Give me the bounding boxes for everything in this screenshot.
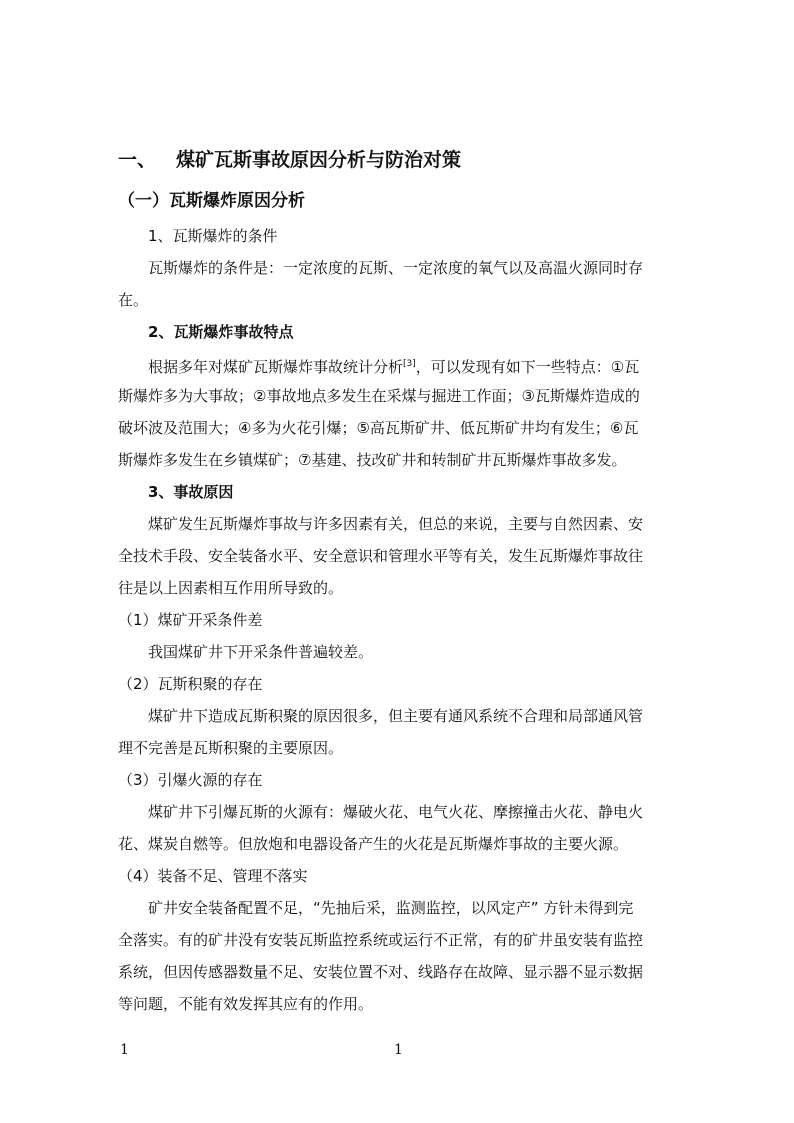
item-title-characteristics: 2、瓦斯爆炸事故特点: [148, 323, 294, 341]
cause-title-equipment-management: （4）装备不足、管理不落实: [118, 867, 308, 885]
paragraph-line: 花、煤炭自燃等。但放炮和电器设备产生的火花是瓦斯爆炸事故的主要火源。: [118, 835, 629, 853]
paragraph-line: 全落实。有的矿井没有安装瓦斯监控系统或运行不正常，有的矿井虽安装有监控: [118, 931, 644, 949]
item-title-causes: 3、事故原因: [148, 483, 234, 501]
paragraph-line: 全技术手段、安全装备水平、安全意识和管理水平等有关，发生瓦斯爆炸事故往: [118, 547, 644, 565]
document-body: [118, 140, 680, 1020]
cause-title-ignition-source: （3）引爆火源的存在: [118, 771, 263, 789]
paragraph-line: 煤矿发生瓦斯爆炸事故与许多因素有关，但总的来说，主要与自然因素、安: [148, 515, 644, 533]
section-title: 煤矿瓦斯事故原因分析与防治对策: [176, 149, 462, 171]
subsection-heading: （一）瓦斯爆炸原因分析: [118, 191, 305, 211]
paragraph-line: 煤矿井下造成瓦斯积聚的原因很多，但主要有通风系统不合理和局部通风管: [148, 707, 644, 725]
section-number: 一、: [118, 149, 157, 171]
paragraph-line: 煤矿井下引爆瓦斯的火源有：爆破火花、电气火花、摩擦撞击火花、静电火: [148, 803, 644, 821]
paragraph-line: 斯爆炸多发生在乡镇煤矿；⑦基建、技改矿井和转制矿井瓦斯爆炸事故多发。: [118, 451, 627, 469]
paragraph-line: 瓦斯爆炸的条件是：一定浓度的瓦斯、一定浓度的氧气以及高温火源同时存: [148, 259, 644, 277]
paragraph-line: 在。: [118, 291, 149, 309]
paragraph-line: 根据多年对煤矿瓦斯爆炸事故统计分析[3]，可以发现有如下一些特点：①瓦: [148, 358, 640, 376]
item-title-conditions: 1、瓦斯爆炸的条件: [148, 227, 278, 245]
paragraph-line: 矿井安全装备配置不足，“先抽后采，监测监控，以风定产” 方针未得到完: [148, 899, 634, 917]
paragraph-line: 往是以上因素相互作用所导致的。: [118, 579, 344, 597]
paragraph-line: 理不完善是瓦斯积聚的主要原因。: [118, 739, 344, 757]
section-heading: [118, 140, 680, 180]
cause-title-mining-conditions: （1）煤矿开采条件差: [118, 611, 263, 629]
paragraph-line: 等问题，不能有效发挥其应有的作用。: [118, 995, 374, 1013]
cause-title-gas-accumulation: （2）瓦斯积聚的存在: [118, 675, 263, 693]
footer-page-number-left: 1: [120, 1042, 129, 1058]
paragraph-line: 斯爆炸多为大事故；②事故地点多发生在采煤与掘进工作面；③瓦斯爆炸造成的: [118, 387, 640, 405]
paragraph-line: 破坏波及范围大；④多为火花引爆；⑤高瓦斯矿井、低瓦斯矿井均有发生；⑥瓦: [118, 419, 639, 437]
paragraph-line: 我国煤矿井下开采条件普遍较差。: [148, 643, 374, 661]
citation-marker: [3]: [403, 359, 416, 369]
paragraph-line: 系统，但因传感器数量不足、安装位置不对、线路存在故障、显示器不显示数据: [118, 963, 644, 981]
footer-page-number-center: 1: [394, 1042, 403, 1058]
